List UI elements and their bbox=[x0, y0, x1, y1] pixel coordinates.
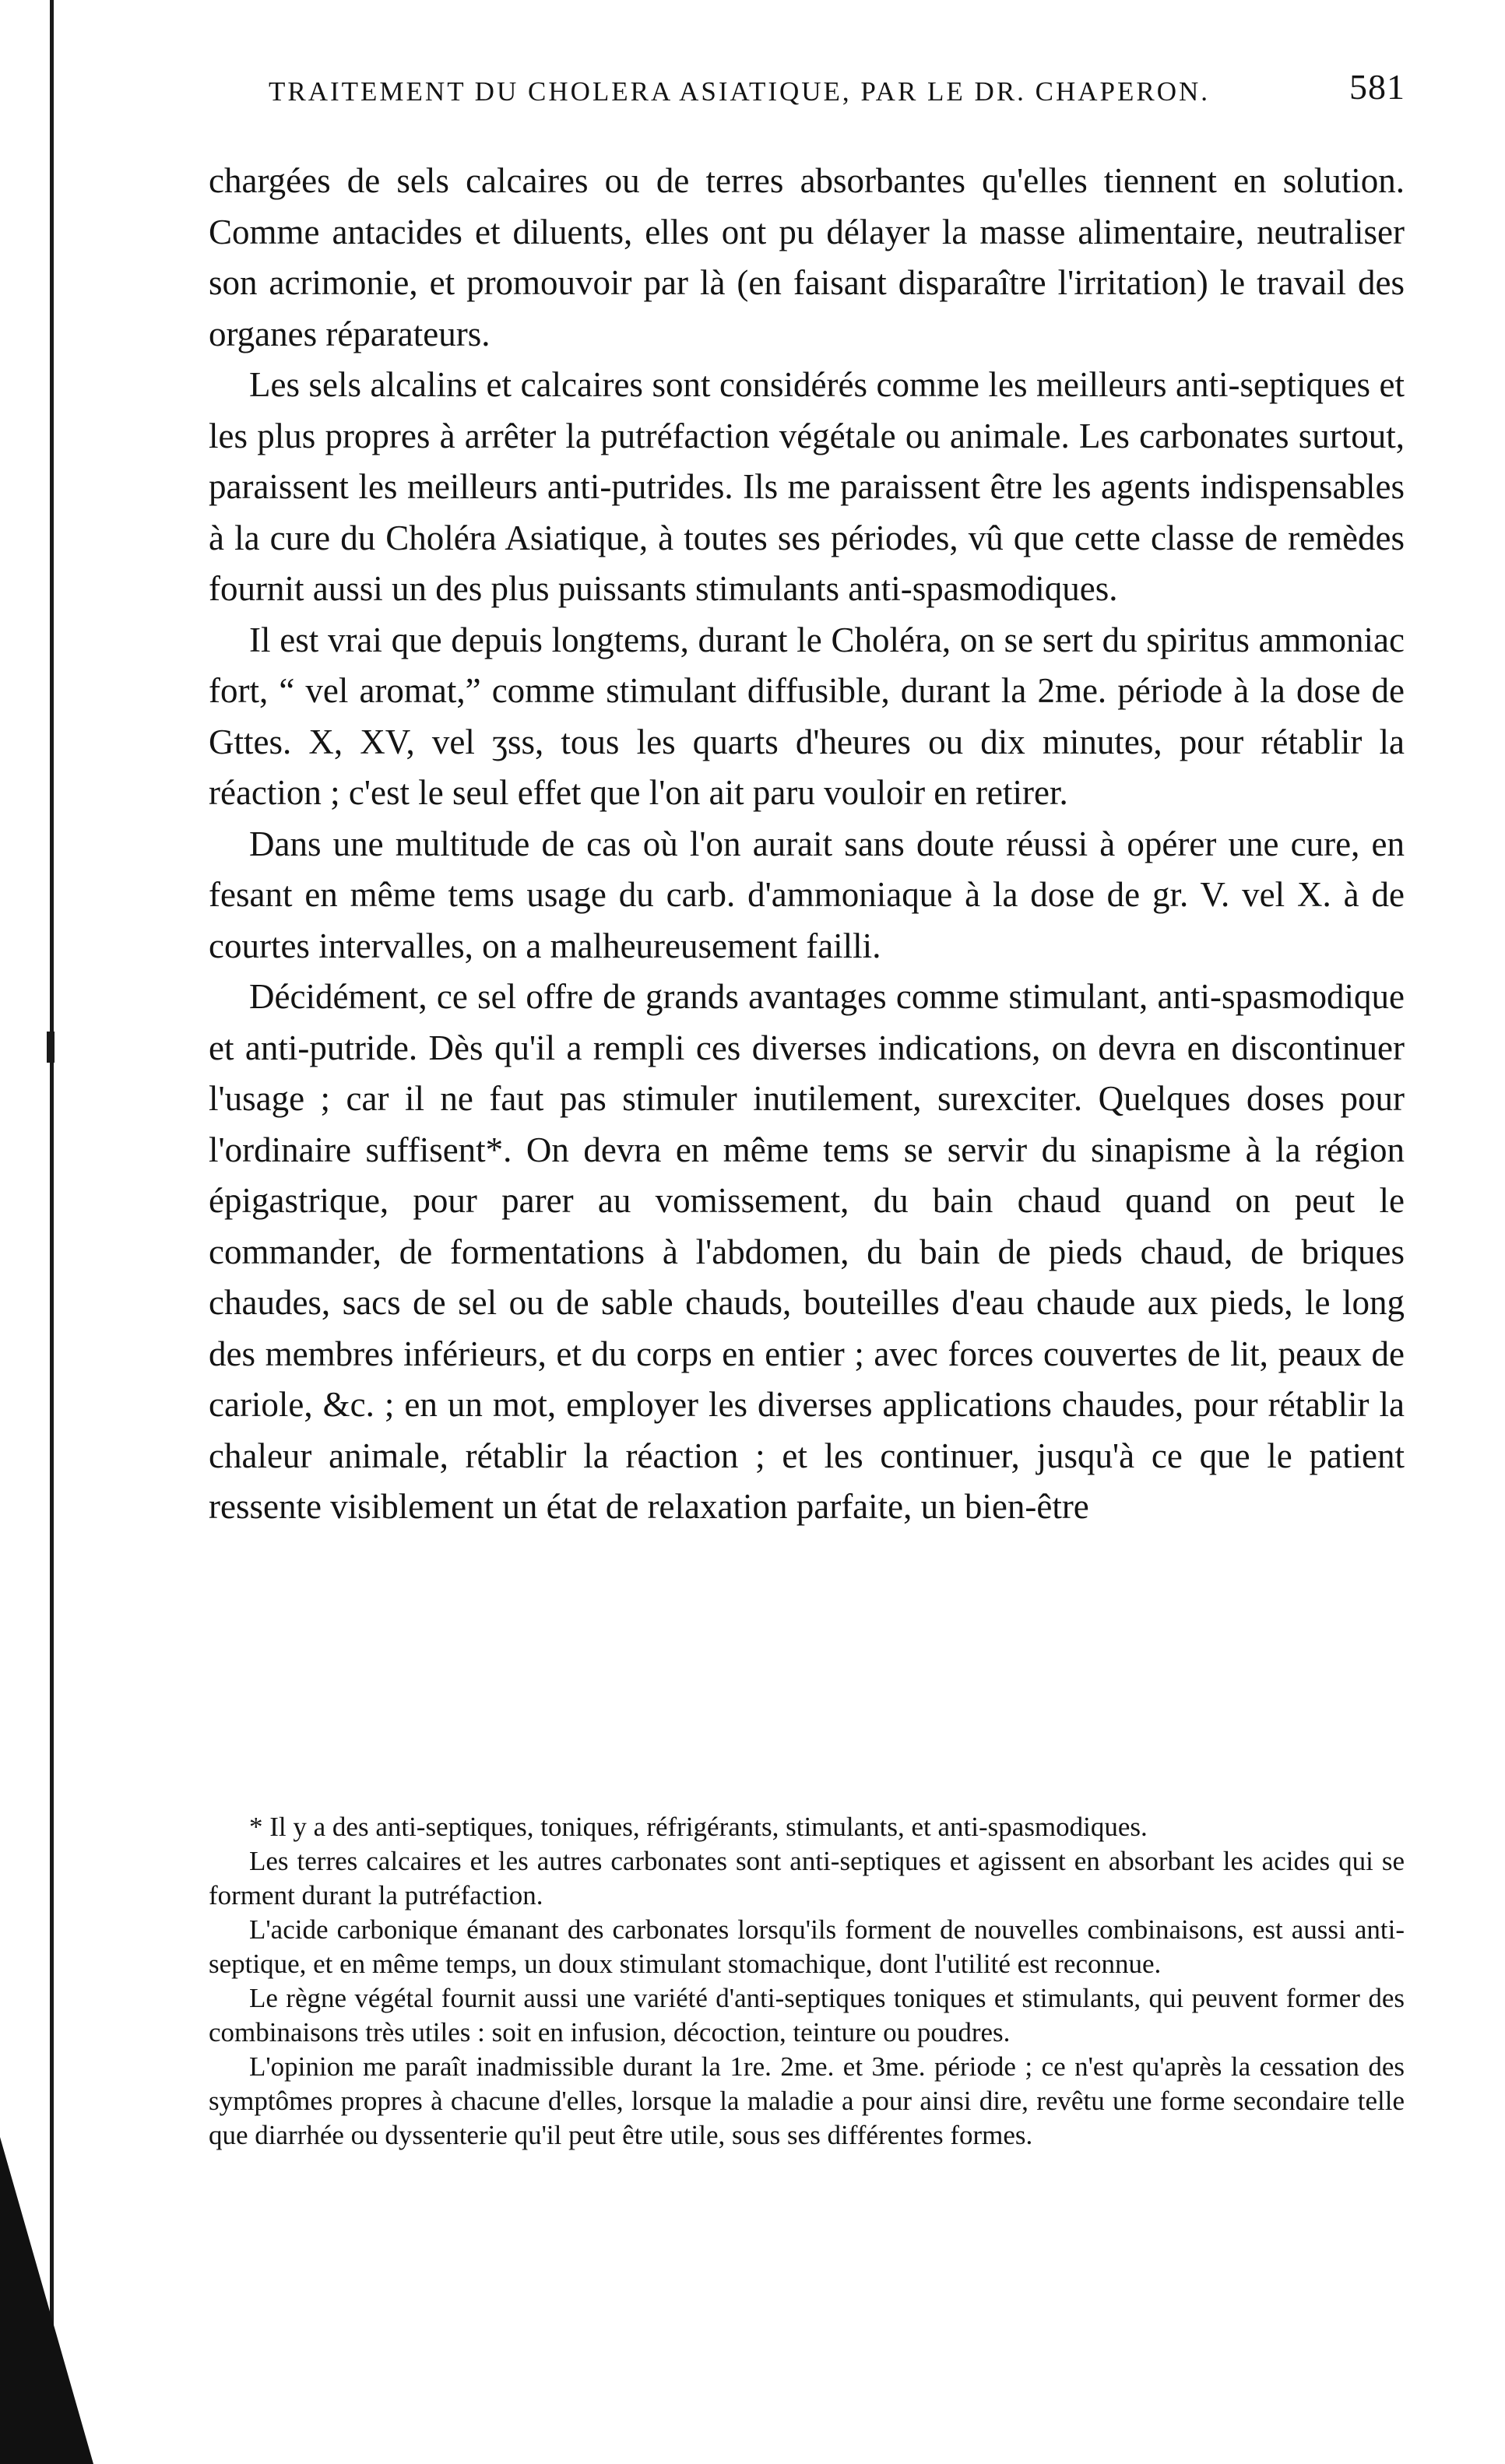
footnote: Les terres calcaires et les autres carbonates sont anti-septiques et agissent en absorbant les acides qui se forment durant la putréfaction. bbox=[209, 1846, 1405, 1910]
footnotes bbox=[209, 1810, 1405, 2153]
paragraph: Décidément, ce sel offre de grands avantages comme stimulant, anti-spasmodique et anti-putride. Dès qu'il a rempli ces diverses indications, on devra en discontinuer l'usage ; car il ne faut pas stimuler inutilement, surexciter. Quelques doses pour l'ordinaire suffisent*. On devra en même tems se servir du sinapisme à la région épigastrique, pour parer au vomissement, du bain chaud quand on peut le commander, de formentations à l'abdomen, du bain de pieds chaud, de briques chaudes, sacs de sel ou de sable chauds, bouteilles d'eau chaude aux pieds, le long des membres inférieurs, et du corps en entier ; avec forces couvertes de lit, peaux de cariole, &c. ; en un mot, employer les diverses applications chaudes, pour rétablir la chaleur animale, rétablir la réaction ; et les continuer, jusqu'à ce que le patient ressente visiblement un état de relaxation parfaite, un bien-être bbox=[209, 977, 1405, 1526]
footnote: * Il y a des anti-septiques, toniques, réfrigérants, stimulants, et anti-spasmodiques. bbox=[249, 1812, 1148, 1842]
paragraph: chargées de sels calcaires ou de terres absorbantes qu'elles tiennent en solution. Comme antacides et diluents, elles ont pu délayer la masse alimentaire, neutraliser son acrimonie, et promouvoir par là (en faisant disparaître l'irritation) le travail des organes réparateurs. bbox=[209, 161, 1405, 353]
page-number: 581 bbox=[1349, 67, 1405, 107]
paragraph: Les sels alcalins et calcaires sont considérés comme les meilleurs anti-septiques et les plus propres à arrêter la putréfaction végétale ou animale. Les carbonates surtout, paraissent les meilleurs anti-putrides. Ils me paraissent être les agents indispensables à la cure du Choléra Asiatique, à toutes ses périodes, vû que cette classe de remèdes fournit aussi un des plus puissants stimulants anti-spasmodiques. bbox=[209, 365, 1405, 608]
paragraph: Dans une multitude de cas où l'on aurait sans doute réussi à opérer une cure, en fesant en même tems usage du carb. d'ammoniaque à la dose de gr. V. vel X. à de courtes intervalles, on a malheureusement failli. bbox=[209, 824, 1405, 965]
binding-edge bbox=[50, 0, 54, 2464]
running-head-title: TRAITEMENT DU CHOLERA ASIATIQUE, PAR LE DR. CHAPERON. bbox=[269, 76, 1211, 107]
paragraph: Il est vrai que depuis longtems, durant le Choléra, on se sert du spiritus ammoniac fort, “ vel aromat,” comme stimulant diffusible, durant la 2me. période à la dose de Gttes. X, XV, vel ʒss, tous les quarts d'heures ou dix minutes, pour rétablir la réaction ; c'est le seul effet que l'on ait paru vouloir en retirer. bbox=[209, 620, 1405, 812]
binding-mark bbox=[47, 1032, 55, 1063]
binding-shadow bbox=[0, 2137, 93, 2464]
main-text bbox=[209, 156, 1405, 1533]
running-head bbox=[269, 67, 1405, 109]
footnote: L'acide carbonique émanant des carbonates lorsqu'ils forment de nouvelles combinaisons, est aussi anti-septique, et en même temps, un doux stimulant stomachique, dont l'utilité est reconnue. bbox=[209, 1914, 1405, 1979]
footnote: Le règne végétal fournit aussi une variété d'anti-septiques toniques et stimulants, qui peuvent former des combinaisons très utiles : soit en infusion, décoction, teinture ou poudres. bbox=[209, 1983, 1405, 2047]
footnote: L'opinion me paraît inadmissible durant la 1re. 2me. et 3me. période ; ce n'est qu'après la cessation des symptômes propres à chacune d'elles, lorsque la maladie a pour ainsi dire, revêtu une forme secondaire telle que diarrhée ou dyssenterie qu'il peut être utile, sous ses différentes formes. bbox=[209, 2051, 1405, 2150]
